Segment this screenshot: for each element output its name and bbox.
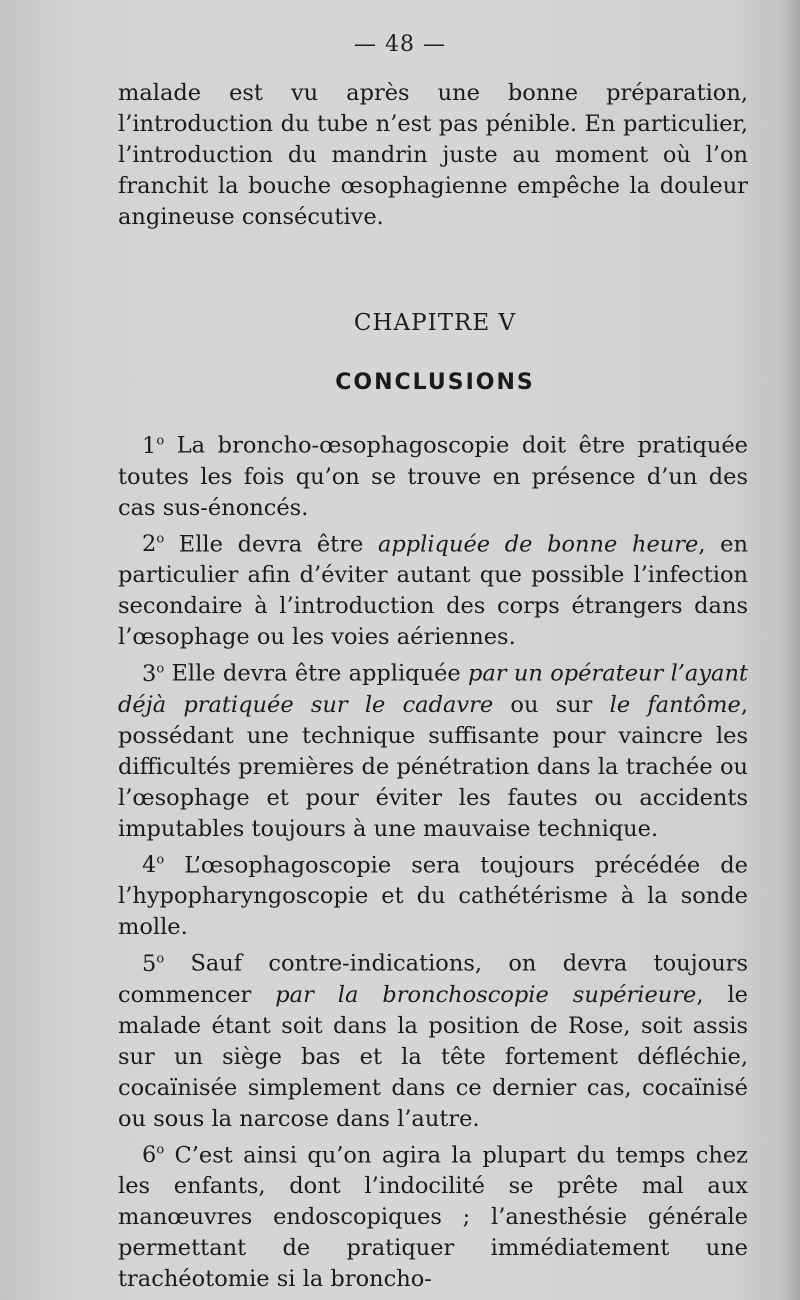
conclusion-item-2 (118, 524, 748, 654)
chapter-number: CHAPITRE V (353, 310, 517, 336)
item-number: 1$^o$ (142, 432, 165, 459)
conclusion-item-4 (118, 845, 748, 944)
conclusion-item-3 (118, 653, 748, 845)
page-edge-shadow (782, 0, 800, 1300)
conclusion-item-1 (118, 425, 748, 524)
item-emphasis: par un opérateur l’ayant déjà pratiquée sur le cadavre (118, 660, 748, 718)
item-text: Sauf contre-indications, on devra toujours commencer (118, 950, 748, 1008)
intro-paragraph: malade est vu après une bonne préparation, l’introduction du tube n’est pas pénible. En particulier, l’introduction du mandrin juste au moment où l’on franchit la bouche œsophagienne empêche la douleur angineuse consécutive. (118, 80, 748, 230)
page-number: — 48 — (354, 32, 446, 57)
item-emphasis: par la bronchoscopie supérieure (275, 981, 697, 1008)
item-text: , le malade étant soit dans la position de Rose, soit assis sur un siège bas et la tête fortement défléchie, cocaïnisée simplement dans ce dernier cas, cocaïnisé ou sous la narcose dans l’autre. (118, 981, 749, 1132)
item-number: 4$^o$ (142, 852, 165, 878)
conclusion-item-5 (118, 943, 748, 1135)
item-text: La broncho-œsophagoscopie doit être pratiquée toutes les fois qu’on se trouve en présence d’un des cas sus-énoncés. (118, 432, 748, 521)
item-number: 5$^o$ (142, 950, 165, 977)
item-number: 2$^o$ (142, 531, 165, 557)
item-text: L’œsophagoscopie sera toujours précédée de l’hypopharyngoscopie et du cathétérisme à la sonde molle. (118, 852, 748, 940)
item-text: , possédant une technique suffisante pour vaincre les difficultés premières de pénétration dans la trachée ou l’œsophage et pour éviter les fautes ou accidents imputables toujours à une mauvaise technique. (118, 691, 748, 842)
item-emphasis: le fantôme (609, 691, 741, 718)
item-text: C’est ainsi qu’on agira la plupart du temps chez les enfants, dont l’indocilité se prête mal aux manœuvres endoscopiques ; l’anesthésie générale permettant de pratiquer immédiatement une trachéotomie si la broncho- (118, 1142, 748, 1292)
item-number: 3$^o$ (142, 660, 165, 687)
conclusion-item-6 (118, 1135, 748, 1296)
item-text: Elle devra être appliquée (164, 660, 469, 687)
chapter-title: CONCLUSIONS (335, 370, 535, 395)
item-number: 6$^o$ (142, 1142, 165, 1168)
item-text: ou sur (493, 691, 610, 718)
item-text: Elle devra être (164, 531, 378, 557)
item-text: , en particulier afin d’éviter autant que possible l’infection secondaire à l’introduction des corps étrangers dans l’œsophage ou les voies aériennes. (118, 531, 748, 650)
item-emphasis: appliquée de bonne heure (377, 531, 699, 557)
conclusions-list (118, 425, 748, 1295)
